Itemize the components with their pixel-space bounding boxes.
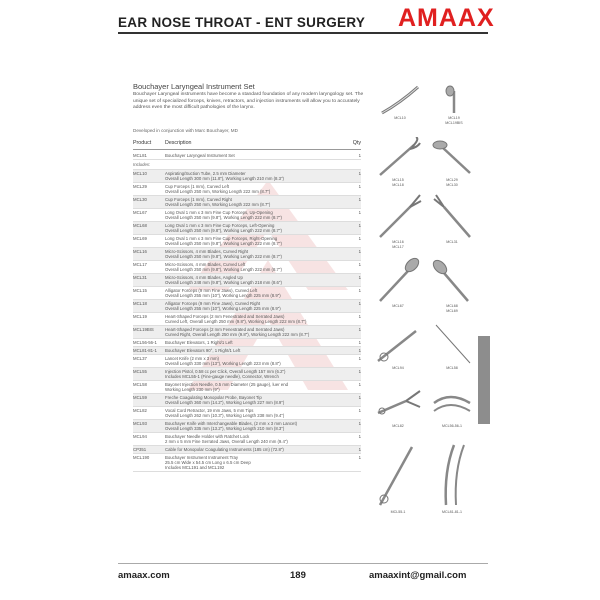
- table-row: [133, 381, 361, 394]
- table-row: [133, 209, 361, 222]
- row-qty: 1: [358, 248, 361, 254]
- row-desc: Alligator Forceps (9 mm Fine Jaws), Curved Right Overall Length 255 mm (10"), Working Length 225 mm (8.9"): [165, 300, 281, 311]
- row-qty: 1: [358, 339, 361, 345]
- header-description: Description: [165, 140, 192, 146]
- table-row: [133, 420, 361, 433]
- row-desc: Lancet Knife (2 mm x 3 mm) Overall Length 330 mm (13"), Working Length 223 mm (8.8"): [165, 355, 281, 366]
- mcl82-image: [376, 383, 422, 423]
- label-mcl29: MCL29 MCL30: [446, 178, 458, 187]
- table-row: [133, 407, 361, 420]
- row-qty: 1: [358, 446, 361, 452]
- table-row: [133, 248, 361, 261]
- label-mcl10: MCL10: [394, 116, 406, 120]
- row-code: MCL56-56-1: [133, 339, 157, 345]
- row-code: MCL94: [133, 433, 147, 439]
- row-desc: Long Oval 1 mm x 3 mm Fine Cup Forceps, Right-Opening Overall Length 250 mm (9.8"), Working Length 222 mm (8.7"): [165, 235, 282, 246]
- label-mcl15: MCL15 MCL18: [392, 178, 404, 187]
- row-desc: Bayonet Injection Needle, 0.5 mm Diameter (25 gauge), luer end Working Length 230 mm (9"): [165, 381, 289, 392]
- label-mcl82: MCL82: [392, 424, 404, 428]
- mcl16-image: [376, 193, 422, 239]
- row-desc: Cup Forceps (1 mm), Curved Left Overall Length 250 mm, Working Length 222 mm (8.7"): [165, 183, 271, 194]
- row-qty: 1: [358, 196, 361, 202]
- row-desc: Bouchayer Elevators 90°, 1 Right/1 Left: [165, 347, 241, 353]
- row-desc: Micro-Scissors, 4 mm Blades, Curved Left Overall Length 250 mm (9.8"), Working Length 222 mm (8.7"): [165, 261, 282, 272]
- row-code: MCL31: [133, 274, 147, 280]
- row-qty: 1: [358, 261, 361, 267]
- table-row: [133, 339, 361, 347]
- row-qty: 1: [358, 287, 361, 293]
- row-desc: Micro-Scissors, 4 mm Blades, Curved Right Overall Length 250 mm (9.8"), Working Length 222 mm (8.7"): [165, 248, 282, 259]
- row-code: MCL16: [133, 248, 147, 254]
- table-row: [133, 394, 361, 407]
- row-code: MCL37: [133, 355, 147, 361]
- row-code: MCL17: [133, 261, 147, 267]
- table-row: [133, 235, 361, 248]
- table-row: [133, 183, 361, 196]
- row-code: MCL19BIS: [133, 326, 154, 332]
- row-desc: Bouchayer Laryngeal Instrument Set: [165, 152, 235, 158]
- header-title: EAR NOSE THROAT - ENT SURGERY: [118, 15, 366, 30]
- row-code: MCL59: [133, 394, 147, 400]
- row-qty: 1: [358, 394, 361, 400]
- row-qty: 1: [358, 326, 361, 332]
- table-row: [133, 274, 361, 287]
- row-code: MCL93: [133, 420, 147, 426]
- table-row: [133, 313, 361, 326]
- footer-website[interactable]: amaax.com: [118, 570, 170, 581]
- row-desc: Freche Coagulating Monopolar Probe, Bayonet Tip Overall Length 360 mm (14.2"), Working Length 227 mm (8.9"): [165, 394, 285, 405]
- row-qty: 1: [358, 183, 361, 189]
- row-code: CP351: [133, 446, 147, 452]
- row-code: MCL81-81-1: [133, 347, 157, 353]
- row-code: MCL58: [133, 381, 147, 387]
- row-qty: 1: [358, 313, 361, 319]
- mcl29-image: [430, 137, 474, 177]
- row-desc: Micro-Scissors, 4 mm Blades, Angled Up Overall Length 248 mm (9.8"), Working Length 218 mm (8.6"): [165, 274, 282, 285]
- row-desc: Heart-Shaped Forceps (2 mm Fenestrated and Serrated Jaws) Curved Right, Overall Length 250 mm (9.8"), Working Length 222 mm (8.7"): [165, 326, 310, 337]
- header-product: Product: [133, 140, 152, 146]
- label-mcl58: MCL58: [446, 366, 458, 370]
- row-desc: Long Oval 1 mm x 3 mm Fine Cup Forceps, Up-Opening Overall Length 250 mm (9.8"), Working Length 222 mm (8.7"): [165, 209, 282, 220]
- row-desc: Heart-Shaped Forceps (2 mm Fenestrated and Serrated Jaws) Curved Left, Overall Length 250 mm (9.8"), Working Length 222 mm (8.7"): [165, 313, 307, 324]
- label-mcl67: MCL67: [392, 304, 404, 308]
- mcl10-image: [380, 85, 420, 115]
- mcl19-image: [434, 85, 474, 115]
- row-desc: Bouchayer Knife with Interchangeable Blades, (2 mm x 3 mm Lancet) Overall Length 335 mm (13.2"), Working Length 210 mm (8.3"): [165, 420, 298, 431]
- row-qty: 1: [358, 222, 361, 228]
- row-code: MCL81: [133, 152, 147, 158]
- row-qty: 1: [358, 454, 361, 460]
- table-row: [133, 326, 361, 339]
- row-qty: 1: [358, 407, 361, 413]
- row-desc: Long Oval 1 mm x 3 mm Fine Cup Forceps, Left-Opening Overall Length 250 mm (9.8"), Working Length 222 mm (8.7"): [165, 222, 282, 233]
- row-desc: Injection Pistol, 0.58 cc per Click, Overall Length 157 mm (6.2") Includes MCL55-1 (Fine-gauge needle), Connector, Wrench: [165, 368, 286, 379]
- row-qty: 1: [358, 433, 361, 439]
- table-row: [133, 355, 361, 368]
- mcl67-image: [376, 255, 422, 303]
- row-qty: 1: [358, 209, 361, 215]
- product-table: [133, 140, 361, 472]
- logo-text: AMAAX: [398, 4, 495, 32]
- mcl81-image: [430, 441, 474, 509]
- amaax-logo: [398, 4, 495, 35]
- row-qty: 1: [358, 347, 361, 353]
- section-credit: Developed in conjunction with Marc Bouchayer, MD: [133, 128, 238, 133]
- row-qty: 1: [358, 235, 361, 241]
- row-desc: Bouchayer Instrument Instrument Tray 25.5 cm Wide x 54.5 cm Long x 6.5 cm Deep Includes MCL191 and MCL192: [165, 454, 251, 470]
- mcl56-image: [430, 383, 474, 423]
- row-desc: Cable for Monopolar Coagulating Instruments (185 cm) (72.8"): [165, 446, 284, 452]
- table-row: [133, 170, 361, 183]
- row-desc: Bouchayer Needle Holder with Ratchet Lock 2 mm x 5 mm Fine Serrated Jaws, Overall Length 240 mm (9.4"): [165, 433, 288, 444]
- table-row: [133, 287, 361, 300]
- row-qty: 1: [358, 355, 361, 361]
- mcl58-image: [430, 321, 474, 365]
- mcl94-image: [376, 321, 422, 365]
- row-code: MCL82: [133, 407, 147, 413]
- row-code: MCL55: [133, 368, 147, 374]
- row-qty: 1: [358, 274, 361, 280]
- row-desc: Bouchayer Elevators, 1 Right/1 Left: [165, 339, 233, 345]
- row-desc: Cup Forceps (1 mm), Curved Right Overall Length 250 mm, Working Length 222 mm (8.7"): [165, 196, 271, 207]
- row-qty: 1: [358, 152, 361, 158]
- table-row: [133, 454, 361, 472]
- table-row: [133, 196, 361, 209]
- row-code: MCL68: [133, 222, 147, 228]
- row-qty: 1: [358, 300, 361, 306]
- section-intro: Bouchayer Laryngeal instruments have become a standard foundation of any modern laryngology set. The unique set of specialized forceps, knives, retractors, and injection instruments will allow you to accurately address even the most difficult pathologies of the larynx.: [133, 92, 364, 111]
- row-desc: Vocal Cord Retractor, 19 mm Jaws, 5 mm Tips Overall Length 262 mm (10.3"), Working Length 238 mm (9.4"): [165, 407, 285, 418]
- table-row: [133, 300, 361, 313]
- row-code: MCL10: [133, 170, 147, 176]
- footer-rule: [118, 563, 488, 564]
- label-mcl94: MCL94: [392, 366, 404, 370]
- row-code: MCL69: [133, 235, 147, 241]
- table-row: [133, 446, 361, 454]
- mcl68-image: [430, 255, 474, 303]
- mcl55-image: [376, 441, 422, 509]
- page-number: 189: [290, 570, 306, 581]
- label-mcl81: MCL81-81-1: [442, 510, 462, 514]
- table-row: [133, 368, 361, 381]
- row-desc: Alligator Forceps (9 mm Fine Jaws), Curved Left Overall Length 255 mm (10"), Working Length 225 mm (8.9"): [165, 287, 281, 298]
- label-mcl56: MCL56-56-1: [442, 424, 462, 428]
- row-qty: 1: [358, 420, 361, 426]
- table-body: [133, 170, 361, 472]
- row-code: MCL30: [133, 196, 147, 202]
- table-row: [133, 433, 361, 446]
- row-code: MCL15: [133, 287, 147, 293]
- mcl15-image: [376, 137, 422, 177]
- header-qty: Qty: [352, 140, 361, 146]
- row-desc: Aspirating/Suction Tube, 2.5 mm Diameter Overall Length 300 mm (11.8"), Working Length 210 mm (8.3"): [165, 170, 284, 181]
- section-title: Bouchayer Laryngeal Instrument Set: [133, 82, 255, 91]
- label-mcl55: MCL55-1: [390, 510, 406, 514]
- label-mcl68: MCL68 MCL69: [446, 304, 458, 313]
- mcl31-image: [430, 193, 474, 239]
- row-qty: 1: [358, 381, 361, 387]
- table-row: [133, 347, 361, 355]
- footer-email[interactable]: amaaxint@gmail.com: [369, 570, 467, 581]
- label-mcl31: MCL31: [446, 240, 458, 244]
- table-row: [133, 261, 361, 274]
- table-header: [133, 140, 361, 150]
- label-mcl16: MCL16 MCL17: [392, 240, 404, 249]
- row-code: MCL18: [133, 300, 147, 306]
- table-row-set: [133, 150, 361, 160]
- row-code: MCL19: [133, 313, 147, 319]
- row-code: MCL190: [133, 454, 150, 460]
- row-code: MCL67: [133, 209, 147, 215]
- includes-label: Includes:: [133, 160, 361, 170]
- row-code: MCL29: [133, 183, 147, 189]
- row-qty: 1: [358, 368, 361, 374]
- section-side-tab: [478, 336, 490, 424]
- table-row: [133, 222, 361, 235]
- row-qty: 1: [358, 170, 361, 176]
- instrument-images: [372, 85, 478, 555]
- label-mcl19: MCL19 MCL19BIS: [445, 116, 463, 125]
- logo-tagline: THE SURGICAL INSTRUMENTS: [399, 31, 444, 35]
